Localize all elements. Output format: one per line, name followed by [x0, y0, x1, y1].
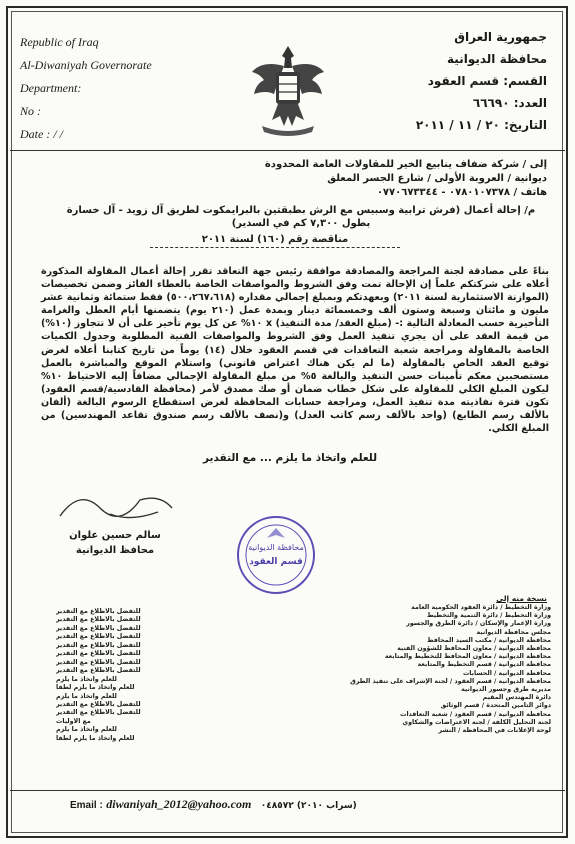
stamp-middle-text: قسم العقود: [249, 557, 303, 567]
footer-divider: [10, 790, 565, 791]
copies-action-item: للعلم واتخاذ ما يلزم: [56, 726, 117, 734]
stamp-top-text: محافظة الديوانية: [248, 543, 304, 552]
addressee-phone: هاتف / ٠٧٨٠١٠٧٣٧٨ - ٠٧٧٠٦٧٣٣٤٤: [376, 187, 547, 198]
copies-recipient-item: وزارة التخطيط / دائرة العقود الحكومية العامة: [411, 604, 551, 611]
handwritten-signature-icon: [40, 478, 190, 528]
copies-action-item: للعلم واتخاذ ما يلزم: [56, 675, 117, 683]
copies-recipient-item: محافظة الديوانية / معاون المحافظ للشؤون الفنية: [397, 645, 551, 653]
copies-action-item: للتفضل بالاطلاع مع التقدير: [56, 658, 141, 666]
copies-recipient-item: محافظة الديوانية / قسم العقود / شعبة التعاقدات: [400, 710, 551, 718]
header-department-en: Department:: [20, 81, 82, 95]
header-number-ar: العدد: ٦٦٦٩٠: [472, 96, 547, 110]
copies-recipient-item: محافظة الديوانية / قسم التخطيط والمتابعة: [417, 661, 551, 669]
copies-action-list: [56, 608, 184, 743]
copies-action-item: للتفضل بالاطلاع مع التقدير: [56, 650, 141, 658]
signatory-name: سالم حسين علوان: [69, 530, 161, 541]
header-date-ar: التاريخ: ٢٠ / ١١ / ٢٠١١: [415, 118, 547, 132]
header-governorate-en: Al-Diwaniyah Governorate: [20, 58, 152, 72]
copies-action-item: للتفضل بالاطلاع مع التقدير: [56, 667, 141, 675]
copies-recipient-item: دائرة المهندس المقيم: [482, 694, 551, 702]
copies-action-item: للتفضل بالاطلاع مع التقدير: [56, 624, 141, 632]
copies-recipient-item: لوحة الإعلانات في المحافظة / النشر: [438, 727, 551, 735]
copies-recipient-item: محافظة الديوانية / قسم العقود / لجنة الإشراف على تنفيذ الطرق: [350, 677, 551, 685]
copies-action-item: للتفضل بالاطلاع مع التقدير: [56, 633, 141, 641]
letter-subject: م/ إحالة أعمال (فرش ترابية وسبيس مع الرش بطبقتين بالبرايمكوت لطريق آل زويد - آل خسارة بطول ٧,٣٠٠ كم في السدير): [66, 205, 536, 229]
copies-recipient-item: وزارة التخطيط / دائرة التنمية والتخطيط: [426, 612, 551, 620]
copies-recipient-list: [221, 604, 551, 735]
copies-recipient-item: دوائر التأمين المتحدة / قسم الوثائق: [440, 702, 551, 710]
addressee-street: ديوانية / العروبة الأولى / شارع الجسر المعلق: [327, 173, 547, 184]
tender-number: مناقصة رقم (١٦٠) لسنة ٢٠١١: [150, 234, 400, 248]
iraq-eagle-emblem-icon: [248, 38, 328, 138]
closing-line: للعلم واتخاذ ما يلزم ... مع التقدير: [202, 452, 378, 464]
footer-contact: [70, 797, 510, 812]
copies-action-item: للعلم واتخاذ ما يلزم: [56, 692, 117, 700]
copies-recipient-item: محافظة الديوانية / معاون المحافظ للتخطيط والمتابعة: [384, 653, 551, 661]
copies-recipient-item: مجلس محافظة الديوانية: [476, 628, 551, 636]
copies-action-item: للتفضل بالاطلاع مع التقدير: [56, 608, 141, 615]
copies-recipient-item: مديرية طرق وجسور الديوانية: [461, 686, 551, 694]
copies-title: نسخة منه إلى: [496, 594, 547, 603]
copies-action-item: للتفضل بالاطلاع مع التقدير: [56, 616, 141, 624]
copies-action-item: للتفضل بالاطلاع مع التقدير: [56, 709, 141, 717]
header-english: [20, 36, 210, 151]
header-country-ar: جمهورية العراق: [454, 30, 547, 44]
signatory-title: محافظ الديوانية: [75, 545, 155, 556]
header-date-en: Date : / /: [20, 127, 63, 141]
copies-action-item: للتفضل بالاطلاع مع التقدير: [56, 641, 141, 649]
addressee-company: إلى / شركة ضفاف ينابيع الخير للمقاولات العامة المحدودة: [264, 159, 547, 170]
header-governorate-ar: محافظة الديوانية: [447, 52, 547, 66]
copies-action-item: للعلم واتخاذ ما يلزم لطفاً: [56, 684, 135, 692]
signature-block: [60, 528, 170, 558]
header-arabic: [367, 30, 547, 140]
copies-recipient-item: وزارة الإعمار والإسكان / دائرة الطرق والجسور: [406, 620, 551, 628]
header-country-en: Republic of Iraq: [20, 35, 99, 49]
copies-action-item: للعلم واتخاذ ما يلزم لطفاً: [56, 734, 135, 742]
copies-recipient-item: محافظة الديوانية / مكتب السيد المحافظ: [427, 636, 551, 644]
footer-phone: (سراب ٢٠١٠) ٠٤٨٥٧٢: [260, 801, 357, 811]
official-stamp-icon: [235, 514, 317, 596]
copies-recipient-item: لجنة التحليل الكلفة / لجنة الاعتراضات والشكاوي: [402, 718, 551, 726]
copies-recipient-item: محافظة الديوانية / الحسابات: [462, 669, 551, 677]
header-divider: [10, 150, 565, 151]
header-department-ar: القسم: قسم العقود: [427, 74, 547, 88]
email-address: diwaniyah_2012@yahoo.com: [106, 797, 252, 811]
copies-action-item: للتفضل بالاطلاع مع التقدير: [56, 700, 141, 708]
email-label: Email :: [70, 800, 103, 811]
copies-action-item: مع الأوليات: [56, 717, 91, 725]
letter-body: بناءً على مصادقة لجنة المراجعة والمصادقة موافقة رئيس جهة التعاقد تقرر إحالة أعمال المقاولة المذكورة أعلاه على شركتكم علماً إن الإحالة تمت وفق الشروط والمواصفات الخاصة بالعطاء الفائز وضمن تخصيصات (الموازنة الاستثمارية لسنة ٢٠١١) وبعهدتكم وبمبلغ إجمالي مقداره (٥٠٠،٢٦٧،٦١٨) فقط ستمائة وثمانية عشر مليون و مائتان وسبعة وستون ألف وخمسمائة دينار وبمدة عمل (٢١٠ يوم) يتضمنها أيام العطل والغرامة التأخيرية حسب المعادلة التالية :- (مبلغ العقد/ مدة التنفيذ) x ١٠% عن كل يوم تأخير على أن لا تتجاوز (١٠%) من قيمة العقد على أن يجري تنفيذ العمل وفق الشروط والمواصفات الفنية المطلوبة وجدول الكميات الخاصة بالمقاولة ومراجعة شعبة التعاقدات في قسم العقود خلال (١٤) يوماً من تاريخ كتابنا أعلاه لغرض توقيع العقد الخاص بالمقاولة (ما لم يكن هناك اعتراض قانوني) واستلام الموقع والمباشرة بالعمل مستصحبين معكم تأمينات حسن التنفيذ والبالغة ٥% من مبلغ المقاولة الإجمالي مضافاً إليه الاحتياط ١٠% ليكون المبلغ الكلي للمقاولة على شكل خطاب ضمان أو صك مصدق لأمر (محافظة القادسية/قسم العقود) تكون فترة نفاذيته مدة تنفيذ العمل، ومراجعة حسابات المحافظة لغرض استقطاع الرسوم البالغة (ألفان بالألف رسم الطابع) (واحد بالألف رسم كاتب العدل) و(نصف بالألف رسم صندوق تقاعد المهندسين) من المبلغ الكلي.: [41, 266, 550, 435]
header-no-en: No :: [20, 104, 41, 118]
